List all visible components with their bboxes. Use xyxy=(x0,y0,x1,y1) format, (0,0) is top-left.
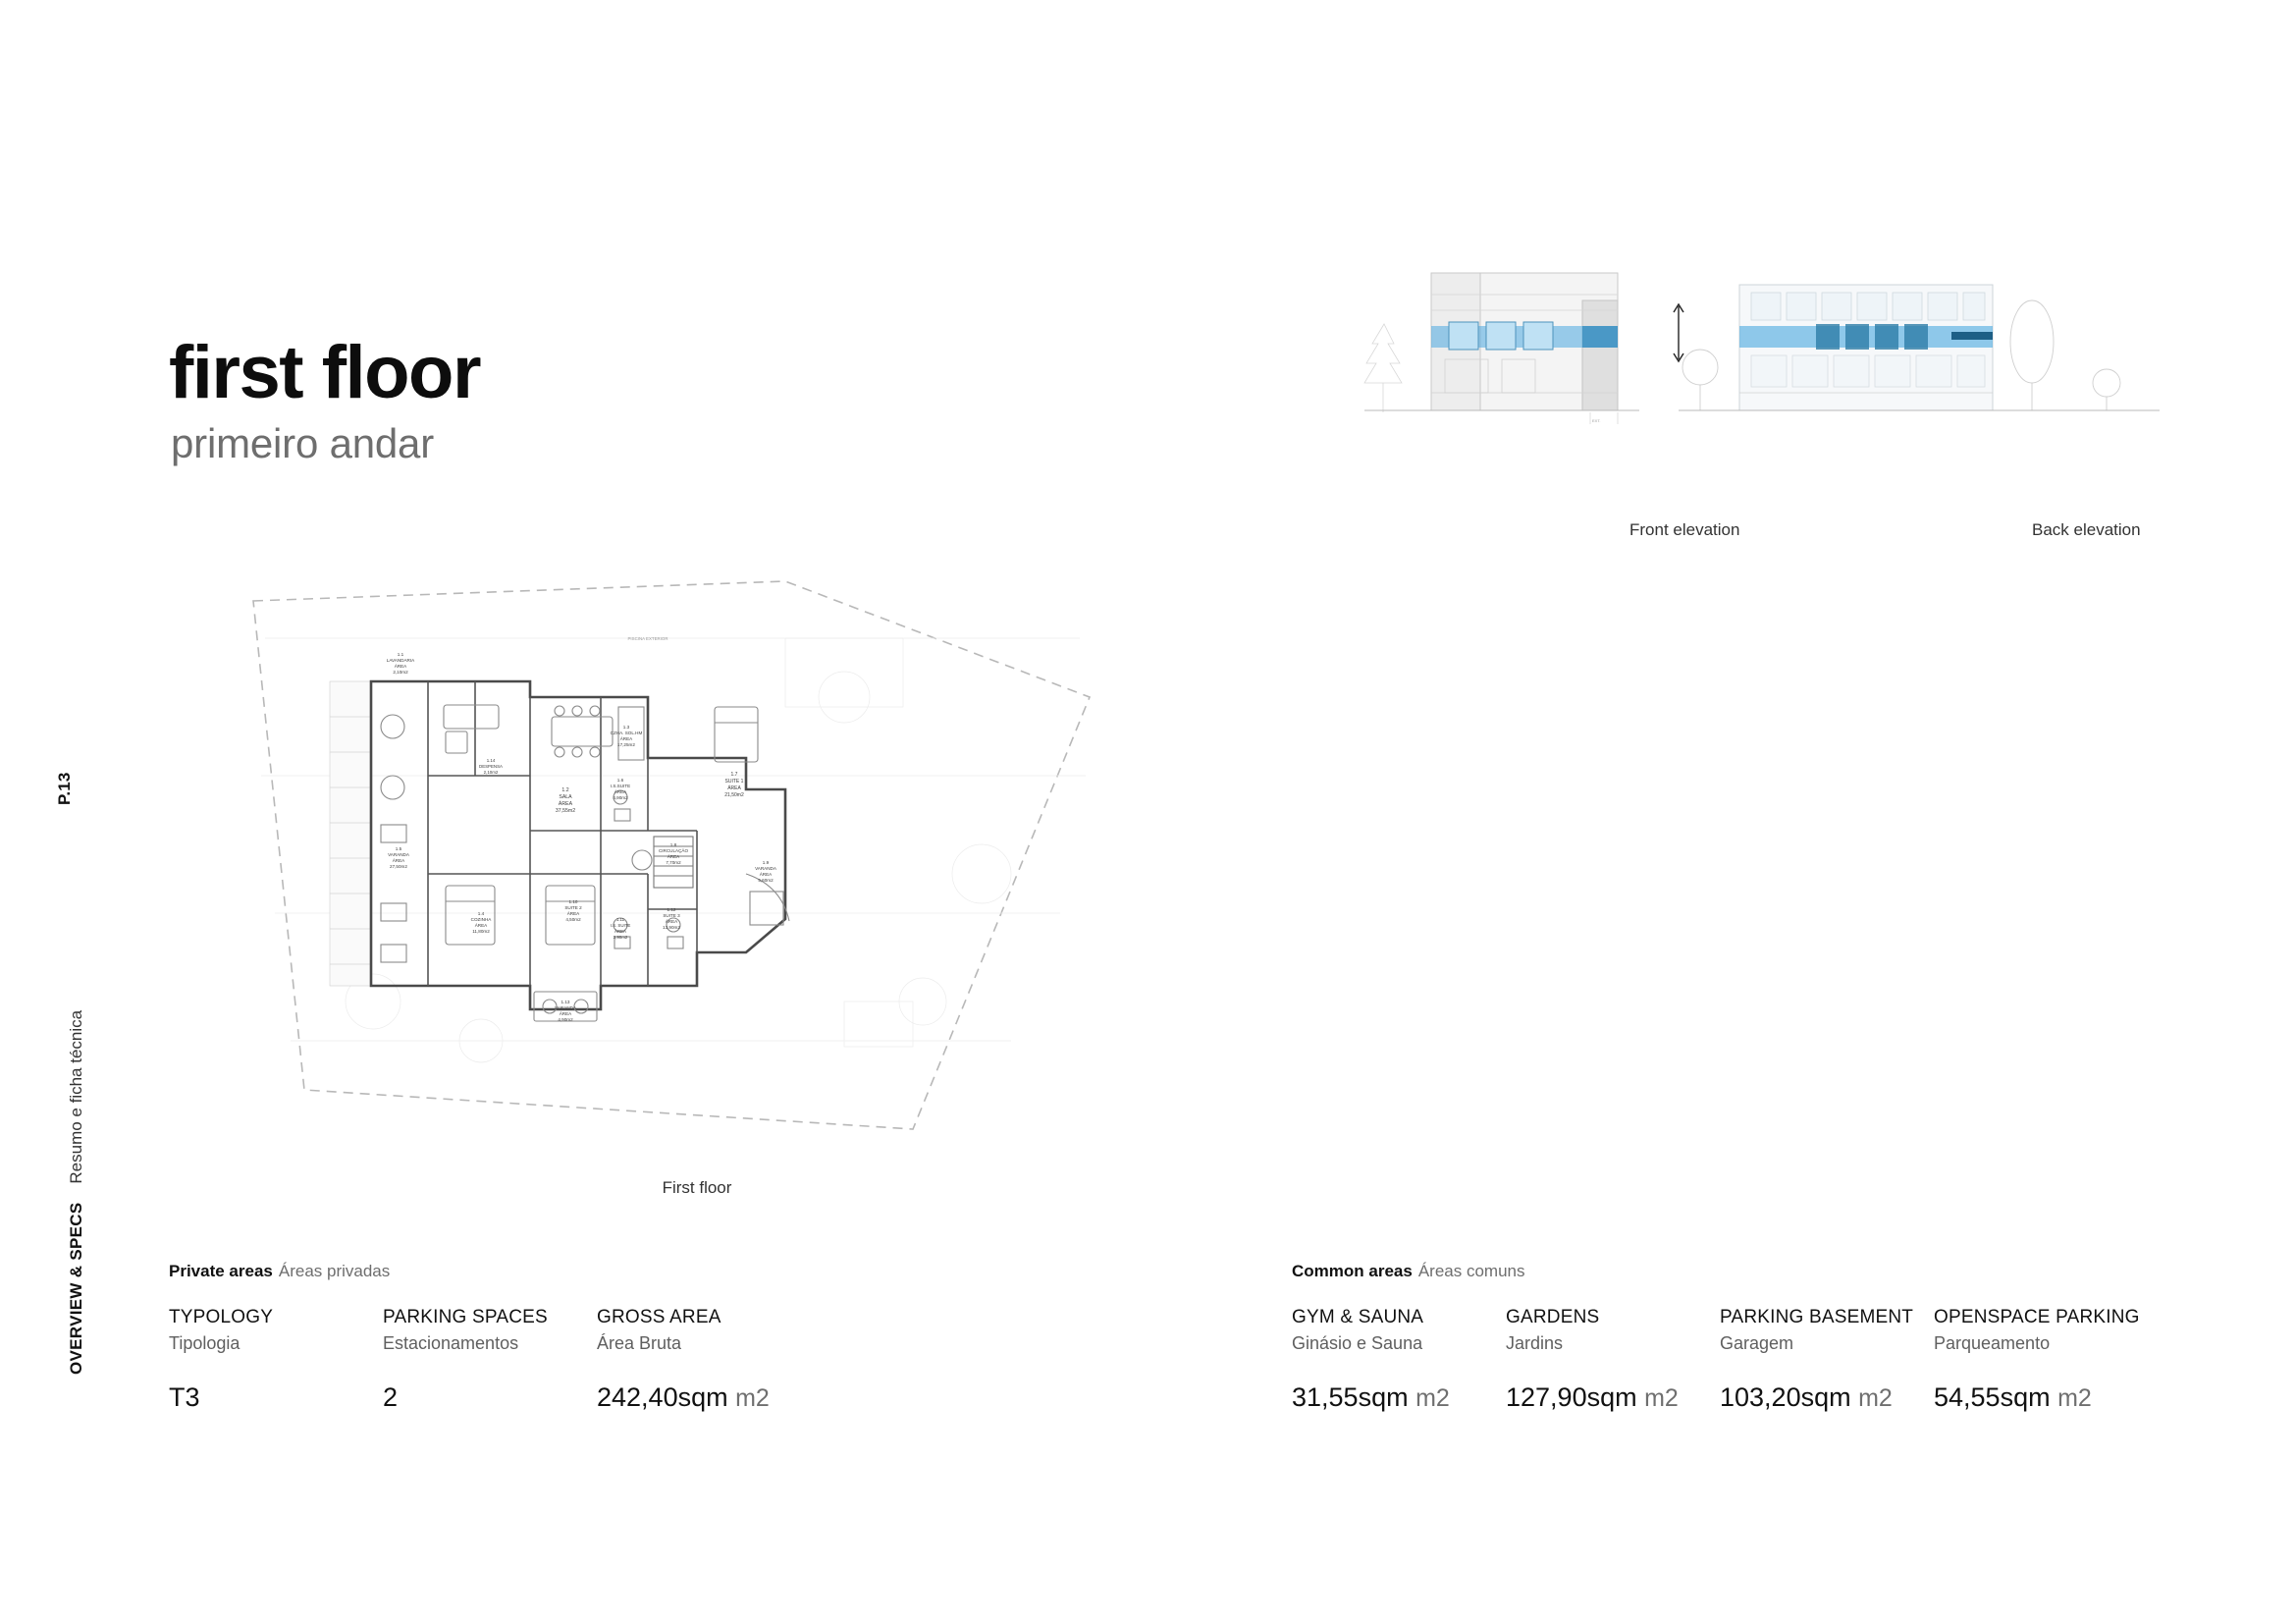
common-areas-heading-pt: Áreas comuns xyxy=(1417,1262,1525,1280)
spec-gross-area-value-text: 242,40sqm xyxy=(597,1382,728,1412)
height-arrow xyxy=(1674,304,1683,361)
spec-parking-spaces-label: PARKING SPACES xyxy=(383,1307,548,1327)
svg-text:1.9: 1.9 xyxy=(762,860,770,865)
spec-gardens-unit: m2 xyxy=(1644,1384,1679,1412)
common-areas-heading xyxy=(1292,1262,2175,1281)
svg-text:SUITE 2: SUITE 2 xyxy=(564,905,582,910)
svg-text:1.8: 1.8 xyxy=(669,842,677,847)
spec-parking-spaces-value xyxy=(383,1382,597,1413)
svg-text:1.2: 1.2 xyxy=(561,787,569,793)
spec-parking-spaces-value-text: 2 xyxy=(383,1382,399,1412)
floor-plan-svg xyxy=(236,579,1158,1168)
spec-gym-sauna-unit: m2 xyxy=(1415,1384,1450,1412)
svg-text:VARANDA: VARANDA xyxy=(555,1005,576,1010)
svg-text:CZHA. SOL.HM: CZHA. SOL.HM xyxy=(610,731,643,735)
svg-text:PISCINA EXTERIOR: PISCINA EXTERIOR xyxy=(627,636,668,641)
svg-text:VARANDA: VARANDA xyxy=(755,866,776,871)
svg-text:1.6: 1.6 xyxy=(616,778,624,783)
svg-text:1.14: 1.14 xyxy=(486,758,496,763)
svg-text:SALA: SALA xyxy=(559,794,572,800)
svg-text:ÁREA: ÁREA xyxy=(665,919,678,924)
spec-gym-sauna-sub: Ginásio e Sauna xyxy=(1292,1333,1423,1353)
spec-openspace-parking-value xyxy=(1934,1382,2160,1413)
svg-text:5,60m2: 5,60m2 xyxy=(758,878,774,883)
building-outline xyxy=(371,681,785,1009)
spec-gym-sauna-value xyxy=(1292,1382,1506,1413)
spec-gym-sauna xyxy=(1292,1307,1506,1413)
svg-text:ÁREA: ÁREA xyxy=(619,736,633,741)
spec-typology-value xyxy=(169,1382,383,1413)
svg-text:27,50m2: 27,50m2 xyxy=(390,864,407,869)
floor-plan-caption: First floor xyxy=(662,1178,732,1197)
svg-text:SUITE 3: SUITE 3 xyxy=(663,913,680,918)
spec-gardens-value xyxy=(1506,1382,1720,1413)
svg-text:ÁREA: ÁREA xyxy=(614,929,626,934)
private-areas-block xyxy=(169,1262,1052,1413)
svg-text:1.4: 1.4 xyxy=(477,911,485,916)
svg-text:11,80m2: 11,80m2 xyxy=(472,929,490,934)
spec-parking-spaces-sub: Estacionamentos xyxy=(383,1333,519,1353)
front-elevation-caption: Front elevation xyxy=(1629,520,1740,539)
spec-gross-area-sub: Área Bruta xyxy=(597,1333,682,1353)
svg-text:37,55m2: 37,55m2 xyxy=(555,808,576,814)
page-subtitle: primeiro andar xyxy=(171,420,434,466)
svg-text:CIRCULAÇÃO: CIRCULAÇÃO xyxy=(658,848,689,853)
svg-text:13,90m2: 13,90m2 xyxy=(663,925,680,930)
page-title-block xyxy=(169,332,480,467)
svg-text:SUITE 1: SUITE 1 xyxy=(724,779,744,785)
svg-text:VARANDA: VARANDA xyxy=(388,852,409,857)
svg-text:17,25m2: 17,25m2 xyxy=(617,742,635,747)
spec-gross-area-value xyxy=(597,1382,891,1413)
common-areas-heading-en: Common areas xyxy=(1292,1262,1413,1280)
svg-text:21,50m2: 21,50m2 xyxy=(724,792,744,798)
spec-typology-sub: Tipologia xyxy=(169,1333,240,1353)
spec-gym-sauna-value-text: 31,55sqm xyxy=(1292,1382,1409,1412)
spec-typology-value-text: T3 xyxy=(169,1382,200,1412)
front-elevation-drawing xyxy=(1364,273,1639,424)
spec-parking-spaces xyxy=(383,1307,597,1413)
svg-text:4,90m2: 4,90m2 xyxy=(558,1017,573,1022)
back-elevation-drawing xyxy=(1679,285,2160,410)
spec-gross-area-unit: m2 xyxy=(735,1384,770,1412)
section-label-pt: Resumo e ficha técnica xyxy=(67,1009,85,1184)
svg-text:7,70m2: 7,70m2 xyxy=(666,860,681,865)
svg-text:DESPENSA: DESPENSA xyxy=(479,764,503,769)
elevations-svg xyxy=(1355,265,2179,491)
svg-text:2,10m2: 2,10m2 xyxy=(483,770,499,775)
svg-text:ÁREA: ÁREA xyxy=(566,911,580,916)
spec-openspace-parking xyxy=(1934,1307,2160,1413)
spec-parking-basement-value-text: 103,20sqm xyxy=(1720,1382,1851,1412)
svg-text:1.13: 1.13 xyxy=(561,1000,570,1004)
svg-text:1.3: 1.3 xyxy=(622,725,630,730)
private-areas-heading-pt: Áreas privadas xyxy=(278,1262,391,1280)
spec-parking-basement-unit: m2 xyxy=(1858,1384,1893,1412)
spec-parking-basement-value xyxy=(1720,1382,1934,1413)
svg-text:ÁREA: ÁREA xyxy=(667,854,680,859)
svg-text:ÁREA: ÁREA xyxy=(394,664,407,669)
spec-gym-sauna-label: GYM & SAUNA xyxy=(1292,1307,1424,1327)
svg-text:1.1: 1.1 xyxy=(397,652,404,657)
spec-gross-area-label: GROSS AREA xyxy=(597,1307,721,1327)
spec-gardens xyxy=(1506,1307,1720,1413)
floor-plan xyxy=(236,579,1158,1168)
spec-parking-basement xyxy=(1720,1307,1934,1413)
private-areas-heading xyxy=(169,1262,1052,1281)
spec-typology-label: TYPOLOGY xyxy=(169,1307,274,1327)
spec-openspace-parking-label: OPENSPACE PARKING xyxy=(1934,1307,2140,1327)
svg-text:EXT.: EXT. xyxy=(1592,418,1601,423)
svg-text:1.10: 1.10 xyxy=(568,899,578,904)
side-rail xyxy=(55,0,114,1624)
svg-text:3,90m2: 3,90m2 xyxy=(613,935,628,940)
page-number: P.13 xyxy=(55,772,74,805)
common-areas-block xyxy=(1292,1262,2175,1413)
svg-text:ÁREA: ÁREA xyxy=(727,785,741,791)
svg-text:4,90m2: 4,90m2 xyxy=(613,795,628,800)
common-areas-columns xyxy=(1292,1307,2175,1413)
page-title: first floor xyxy=(169,331,481,414)
spec-openspace-parking-value-text: 54,55sqm xyxy=(1934,1382,2051,1412)
spec-parking-basement-label: PARKING BASEMENT xyxy=(1720,1307,1914,1327)
section-label-en: OVERVIEW & SPECS xyxy=(67,1202,85,1375)
svg-text:2,10m2: 2,10m2 xyxy=(393,670,408,675)
svg-text:ÁREA: ÁREA xyxy=(474,923,488,928)
svg-text:ÁREA: ÁREA xyxy=(392,858,405,863)
spec-typology xyxy=(169,1307,383,1413)
svg-text:ÁREA: ÁREA xyxy=(558,801,573,807)
svg-text:LAVANDARIA: LAVANDARIA xyxy=(386,658,415,663)
spec-gardens-label: GARDENS xyxy=(1506,1307,1600,1327)
svg-text:1.12: 1.12 xyxy=(667,907,676,912)
svg-text:4,50m2: 4,50m2 xyxy=(565,917,581,922)
svg-text:COZINHA: COZINHA xyxy=(470,917,492,922)
spec-openspace-parking-sub: Parqueamento xyxy=(1934,1333,2051,1353)
spec-gardens-sub: Jardins xyxy=(1506,1333,1564,1353)
elevation-drawings xyxy=(1355,265,2179,491)
svg-text:1.7: 1.7 xyxy=(730,772,738,778)
svg-text:I.S. SUITE: I.S. SUITE xyxy=(610,923,631,928)
private-areas-heading-en: Private areas xyxy=(169,1262,273,1280)
svg-text:ÁREA: ÁREA xyxy=(559,1011,572,1016)
section-label xyxy=(67,1010,86,1375)
svg-text:I.S.SUITE: I.S.SUITE xyxy=(610,784,631,788)
spec-gross-area xyxy=(597,1307,891,1413)
svg-text:ÁREA: ÁREA xyxy=(759,872,773,877)
spec-parking-basement-sub: Garagem xyxy=(1720,1333,1794,1353)
svg-text:1.5: 1.5 xyxy=(395,846,402,851)
svg-text:1.11: 1.11 xyxy=(615,917,625,922)
spec-gardens-value-text: 127,90sqm xyxy=(1506,1382,1637,1412)
back-elevation-caption: Back elevation xyxy=(2032,520,2141,539)
private-areas-columns xyxy=(169,1307,1052,1413)
svg-text:ÁREA: ÁREA xyxy=(614,789,627,794)
spec-openspace-parking-unit: m2 xyxy=(2057,1384,2092,1412)
elevation-captions xyxy=(1355,520,2179,544)
